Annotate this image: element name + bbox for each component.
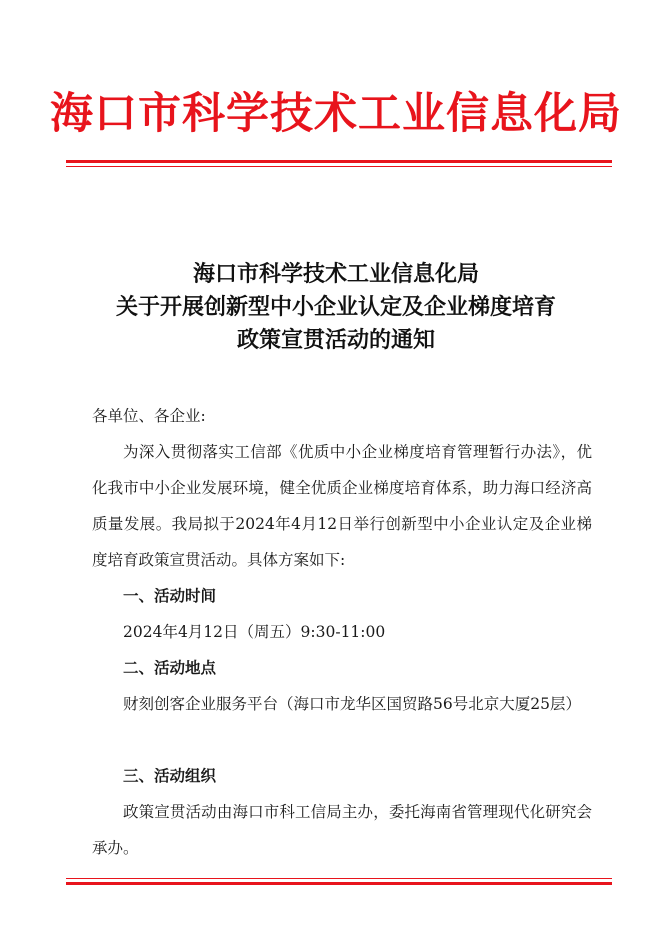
footer-rule-thin [66,878,612,879]
title-line-2: 关于开展创新型中小企业认定及企业梯度培育 [115,295,556,320]
masthead-rule-thin [66,166,612,167]
document-title [0,258,672,357]
section-content-time: 2024年4月12日（周五）9:30-11:00 [123,623,386,641]
section-content-organization: 政策宣贯活动由海口市科工信局主办，委托海南省管理现代化研究会承办。 [92,803,592,857]
salutation: 各单位、各企业: [92,407,206,425]
section-heading-location: 二、活动地点 [123,659,217,677]
intro-paragraph: 为深入贯彻落实工信部《优质中小企业梯度培育管理暂行办法》，优化我市中小企业发展环境，健全优质企业梯度培育体系，助力海口经济高质量发展。我局拟于2024年4月12日举行创新型中小企业认定及企业梯度培育政策宣贯活动。具体方案如下: [92,443,592,569]
title-line-3: 政策宣贯活动的通知 [236,328,435,353]
masthead-title: 海口市科学技术工业信息化局 [50,89,622,139]
footer-rule-thick [66,882,612,885]
title-line-1: 海口市科学技术工业信息化局 [192,262,479,287]
section-heading-time: 一、活动时间 [123,587,217,605]
section-content-location: 财刻创客企业服务平台（海口市龙华区国贸路56号北京大厦25层） [123,695,581,713]
section-heading-organization: 三、活动组织 [123,767,217,785]
masthead-rule-thick [66,160,612,163]
